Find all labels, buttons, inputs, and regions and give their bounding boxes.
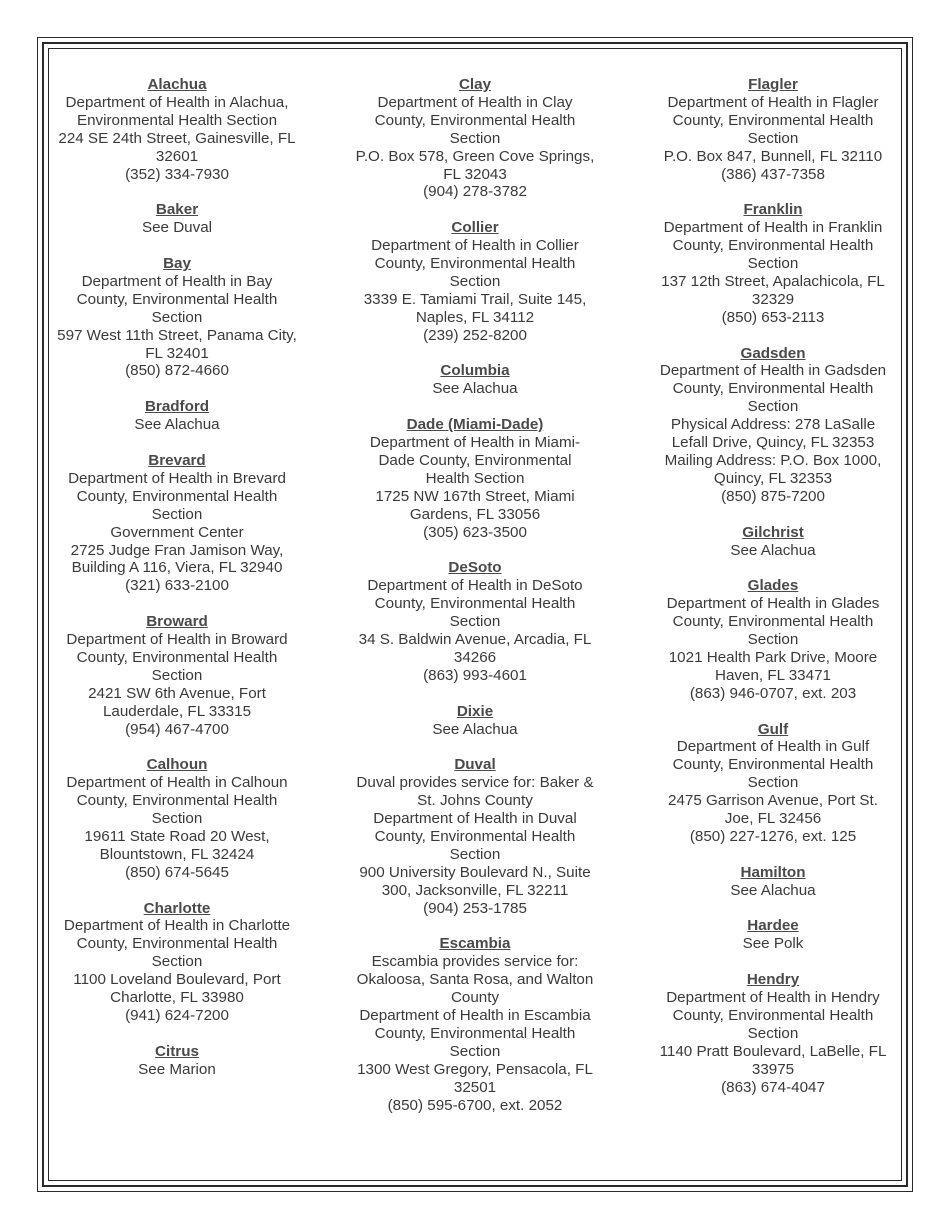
county-detail-line: Government Center [110, 523, 244, 541]
county-name: Bay [163, 255, 191, 273]
county-detail-line: See Alachua [730, 541, 816, 559]
county-detail-line: See Marion [138, 1060, 216, 1078]
county-detail-line: (305) 623-3500 [423, 523, 527, 541]
county-entry [355, 559, 595, 684]
county-entry [57, 398, 297, 434]
county-name: Bradford [144, 398, 210, 416]
county-detail-line: Department of Health in Alachua, Environmental Health Section [65, 93, 289, 129]
county-detail-line: See Duval [141, 219, 213, 237]
county-name: Flagler [748, 76, 798, 93]
county-detail-line: Department of Health in Franklin County, Environmental Health Section [663, 219, 883, 273]
county-name: Gadsden [740, 344, 806, 362]
county-name: Calhoun [146, 756, 208, 774]
county-name: Charlotte [143, 899, 211, 917]
county-detail-line: Department of Health in Collier County, Environmental Health Section [371, 237, 579, 290]
county-name: Duval [454, 756, 496, 774]
county-detail-line: Department of Health in Flagler County, Environmental Health Section [667, 93, 879, 147]
county-name: DeSoto [448, 559, 502, 577]
county-detail-line: (850) 674-5645 [125, 863, 229, 881]
county-detail-line: Department of Health in Glades County, Environmental Health Section [666, 595, 880, 649]
county-entry [57, 613, 297, 738]
county-name: Broward [146, 613, 208, 631]
county-entry [57, 452, 297, 595]
county-entry [57, 756, 297, 881]
county-entry [653, 76, 893, 183]
county-detail-line: (850) 872-4660 [125, 362, 229, 380]
county-name: Alachua [147, 76, 207, 93]
county-entry [653, 577, 893, 702]
county-detail-line: (239) 252-8200 [423, 326, 527, 344]
county-detail-line: See Alachua [432, 380, 518, 398]
county-detail-line: See Alachua [730, 881, 816, 899]
county-detail-line: (904) 253-1785 [423, 899, 527, 917]
county-detail-line: Duval provides service for: Baker & St. Johns County [356, 774, 594, 810]
county-detail-line: (321) 633-2100 [125, 577, 229, 595]
directory-column-2 [355, 76, 595, 1132]
county-detail-line: Department of Health in Gadsden County, Environmental Health Section [659, 362, 887, 416]
county-name: Gulf [757, 720, 789, 738]
county-name: Brevard [148, 451, 206, 469]
county-detail-line: (954) 467-4700 [125, 720, 229, 738]
county-entry [653, 917, 893, 953]
county-detail-line: (904) 278-3782 [423, 183, 527, 201]
county-detail-line: 137 12th Street, Apalachicola, FL 32329 [661, 272, 885, 308]
county-entry [653, 345, 893, 506]
county-entry [57, 900, 297, 1025]
county-detail-line: P.O. Box 578, Green Cove Springs, FL 32043 [355, 147, 595, 183]
county-detail-line: Department of Health in Miami-Dade County, Environmental Health Section [369, 434, 581, 487]
county-entry [355, 756, 595, 917]
county-entry [355, 76, 595, 201]
county-detail-line: 19611 State Road 20 West, Blountstown, FL 32424 [84, 827, 270, 863]
county-name: Citrus [155, 1042, 199, 1060]
county-detail-line: (352) 334-7930 [125, 165, 229, 183]
county-entry [653, 721, 893, 846]
county-name: Hamilton [740, 863, 806, 881]
county-entry [653, 864, 893, 900]
county-name: Glades [747, 577, 799, 595]
county-entry [57, 255, 297, 380]
county-name: Dade (Miami-Dade) [406, 416, 544, 434]
county-name: Columbia [440, 362, 510, 380]
county-detail-line: Mailing Address: P.O. Box 1000, Quincy, FL 32353 [664, 452, 882, 487]
county-name: Franklin [743, 201, 803, 219]
county-detail-line: (386) 437-7358 [721, 165, 825, 183]
county-detail-line: 2725 Judge Fran Jamison Way, Building A 116, Viera, FL 32940 [70, 541, 284, 577]
county-name: Collier [451, 219, 499, 237]
county-detail-line: (850) 875-7200 [721, 487, 825, 505]
county-name: Hardee [747, 917, 799, 935]
county-detail-line: Department of Health in Clay County, Environmental Health Section [374, 93, 576, 147]
county-detail-line: Department of Health in Bay County, Environmental Health Section [76, 272, 278, 326]
county-entry [57, 201, 297, 237]
county-detail-line: 1140 Pratt Boulevard, LaBelle, FL 33975 [659, 1042, 887, 1078]
county-entry [355, 703, 595, 739]
county-entry [355, 935, 595, 1114]
county-entry [57, 76, 297, 183]
county-entry [653, 524, 893, 560]
county-name: Escambia [439, 935, 511, 953]
county-detail-line: See Alachua [134, 416, 220, 434]
county-detail-line: Department of Health in Hendry County, Environmental Health Section [666, 989, 880, 1042]
county-detail-line: 1300 West Gregory, Pensacola, FL 32501 [357, 1060, 593, 1096]
county-name: Gilchrist [742, 523, 804, 541]
county-detail-line: 2421 SW 6th Avenue, Fort Lauderdale, FL 33315 [88, 684, 266, 720]
directory-column-3 [653, 76, 893, 1114]
county-detail-line: 224 SE 24th Street, Gainesville, FL 32601 [58, 129, 296, 165]
county-detail-line: (850) 653-2113 [721, 308, 825, 326]
county-detail-line: 1100 Loveland Boulevard, Port Charlotte, FL 33980 [73, 971, 281, 1007]
county-entry [653, 971, 893, 1096]
county-detail-line: Department of Health in Brevard County, Environmental Health Section [68, 469, 286, 523]
county-detail-line: 1021 Health Park Drive, Moore Haven, FL 33471 [668, 648, 878, 684]
county-detail-line: (863) 674-4047 [721, 1078, 825, 1096]
county-detail-line: 900 University Boulevard N., Suite 300, Jacksonville, FL 32211 [359, 863, 591, 899]
county-detail-line: (941) 624-7200 [125, 1007, 229, 1025]
county-detail-line: Department of Health in Gulf County, Environmental Health Section [672, 738, 874, 792]
county-name: Baker [155, 201, 199, 219]
county-detail-line: (850) 227-1276, ext. 125 [689, 827, 857, 845]
directory-column-1 [57, 76, 297, 1097]
county-detail-line: (850) 595-6700, ext. 2052 [387, 1096, 563, 1114]
county-entry [57, 1043, 297, 1079]
county-detail-line: Department of Health in Calhoun County, Environmental Health Section [66, 774, 288, 828]
county-detail-line: P.O. Box 847, Bunnell, FL 32110 [663, 147, 883, 165]
county-entry [355, 219, 595, 344]
county-entry [355, 416, 595, 541]
county-detail-line: (863) 946-0707, ext. 203 [689, 684, 857, 702]
county-detail-line: See Polk [742, 935, 804, 953]
county-entry [355, 362, 595, 398]
county-detail-line: 3339 E. Tamiami Trail, Suite 145, Naples, FL 34112 [363, 290, 587, 326]
county-detail-line: See Alachua [432, 720, 518, 738]
county-entry [653, 201, 893, 326]
county-detail-line: 2475 Garrison Avenue, Port St. Joe, FL 32456 [668, 792, 878, 828]
county-name: Dixie [456, 702, 494, 720]
county-detail-line: Department of Health in Broward County, Environmental Health Section [66, 631, 288, 684]
county-detail-line: Department of Health in Charlotte County, Environmental Health Section [63, 917, 291, 971]
county-detail-line: Physical Address: 278 LaSalle Lefall Drive, Quincy, FL 32353 [670, 416, 876, 452]
county-detail-line: 597 West 11th Street, Panama City, FL 32401 [57, 326, 297, 362]
county-detail-line: Department of Health in DeSoto County, Environmental Health Section [367, 577, 583, 631]
county-name: Hendry [746, 971, 800, 989]
county-detail-line: Department of Health in Duval County, Environmental Health Section [373, 810, 577, 863]
county-detail-line: (863) 993-4601 [423, 666, 527, 684]
county-detail-line: Escambia provides service for: Okaloosa, Santa Rosa, and Walton County [356, 953, 594, 1007]
county-detail-line: Department of Health in Escambia County, Environmental Health Section [359, 1007, 591, 1060]
county-detail-line: 34 S. Baldwin Avenue, Arcadia, FL 34266 [358, 631, 592, 666]
county-name: Clay [458, 76, 492, 93]
county-detail-line: 1725 NW 167th Street, Miami Gardens, FL 33056 [375, 487, 575, 523]
